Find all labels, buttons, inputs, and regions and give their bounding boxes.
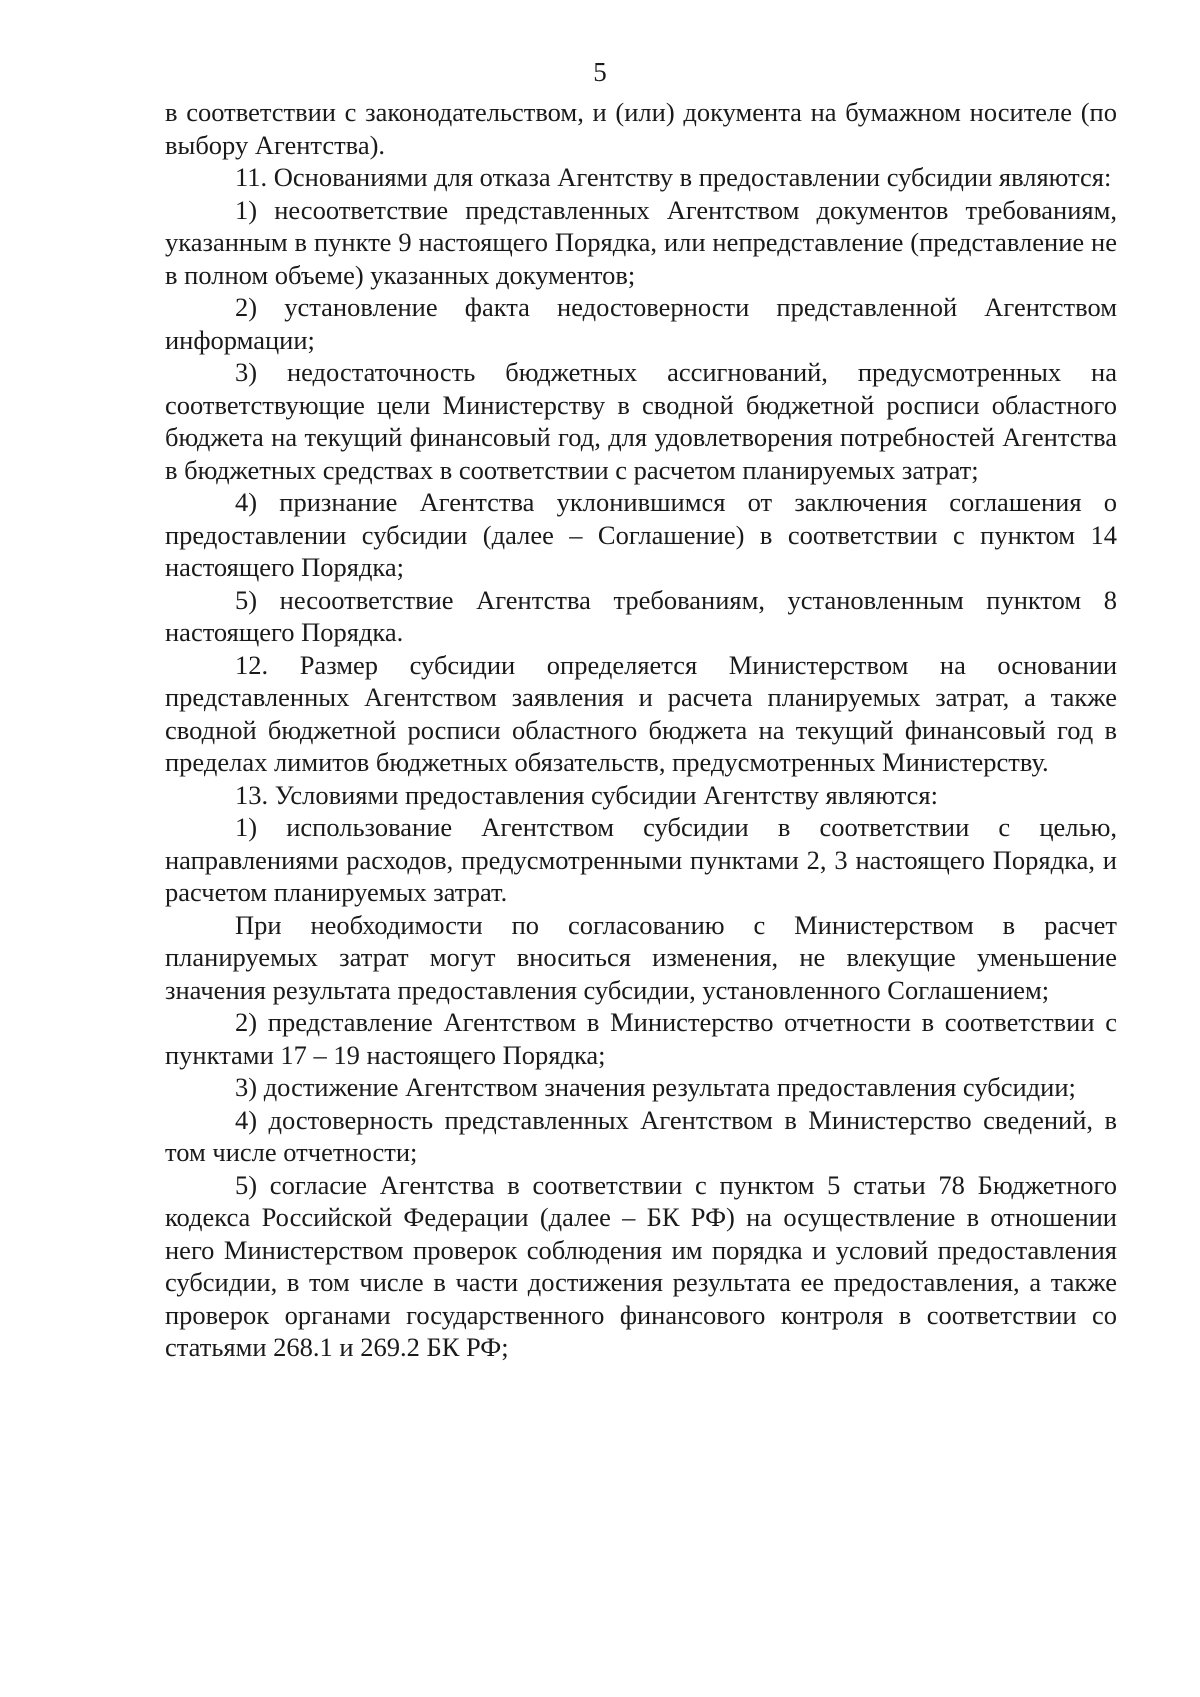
paragraph-item-11: 11. Основаниями для отказа Агентству в предоставлении субсидии являются: <box>235 162 1112 192</box>
paragraph-subitem-11-2: 2) установление факта недостоверности представленной Агентством информации; <box>165 292 1117 355</box>
paragraph-subitem-11-3: 3) недостаточность бюджетных ассигнований, предусмотренных на соответствующие цели Министерству в сводной бюджетной росписи областного бюджета на текущий финансовый год, для удовлетворения потребностей Агентства в бюджетных средствах в соответствии с расчетом планируемых затрат; <box>165 357 1117 485</box>
paragraph-item-12: 12. Размер субсидии определяется Министерством на основании представленных Агентством заявления и расчета планируемых затрат, а также сводной бюджетной росписи областного бюджета на текущий финансовый год в пределах лимитов бюджетных обязательств, предусмотренных Министерству. <box>165 649 1117 777</box>
paragraph-item-13: 13. Условиями предоставления субсидии Агентству являются: <box>235 779 938 810</box>
paragraph-continuation: в соответствии с законодательством, и (или) документа на бумажном носителе (по выбору Агентства). <box>165 97 1117 160</box>
page-number: 5 <box>593 57 607 87</box>
paragraph-subitem-13-5: 5) согласие Агентства в соответствии с пунктом 5 статьи 78 Бюджетного кодекса Российской Федерации (далее – БК РФ) на осуществление в отношении него Министерством проверок соблюдения им порядка и условий предоставления субсидии, в том числе в части достижения результата ее предоставления, а также проверок органами государственного финансового контроля в соответствии со статьями 268.1 и 269.2 БК РФ; <box>165 1169 1117 1362</box>
paragraph-subitem-11-5: 5) несоответствие Агентства требованиям, установленным пунктом 8 настоящего Порядка. <box>165 584 1117 647</box>
paragraph-subitem-11-4: 4) признание Агентства уклонившимся от заключения соглашения о предоставлении субсидии (далее – Соглашение) в соответствии с пунктом 14 настоящего Порядка; <box>165 487 1117 582</box>
paragraph-subitem-11-1: 1) несоответствие представленных Агентством документов требованиям, указанным в пункте 9 настоящего Порядка, или непредставление (представление не в полном объеме) указанных документов; <box>165 194 1117 290</box>
document-body <box>165 96 1117 1364</box>
paragraph-subitem-13-1: 1) использование Агентством субсидии в соответствии с целью, направлениями расходов, предусмотренными пунктами 2, 3 настоящего Порядка, и расчетом планируемых затрат. <box>165 812 1117 907</box>
paragraph-subitem-13-1-note: При необходимости по согласованию с Министерством в расчет планируемых затрат могут вноситься изменения, не влекущие уменьшение значения результата предоставления субсидии, установленного Соглашением; <box>165 909 1117 1005</box>
paragraph-subitem-13-2: 2) представление Агентством в Министерство отчетности в соответствии с пунктами 17 – 19 настоящего Порядка; <box>165 1007 1117 1070</box>
paragraph-subitem-13-4: 4) достоверность представленных Агентством в Министерство сведений, в том числе отчетности; <box>165 1104 1117 1167</box>
paragraph-subitem-13-3: 3) достижение Агентством значения результата предоставления субсидии; <box>235 1072 1076 1102</box>
